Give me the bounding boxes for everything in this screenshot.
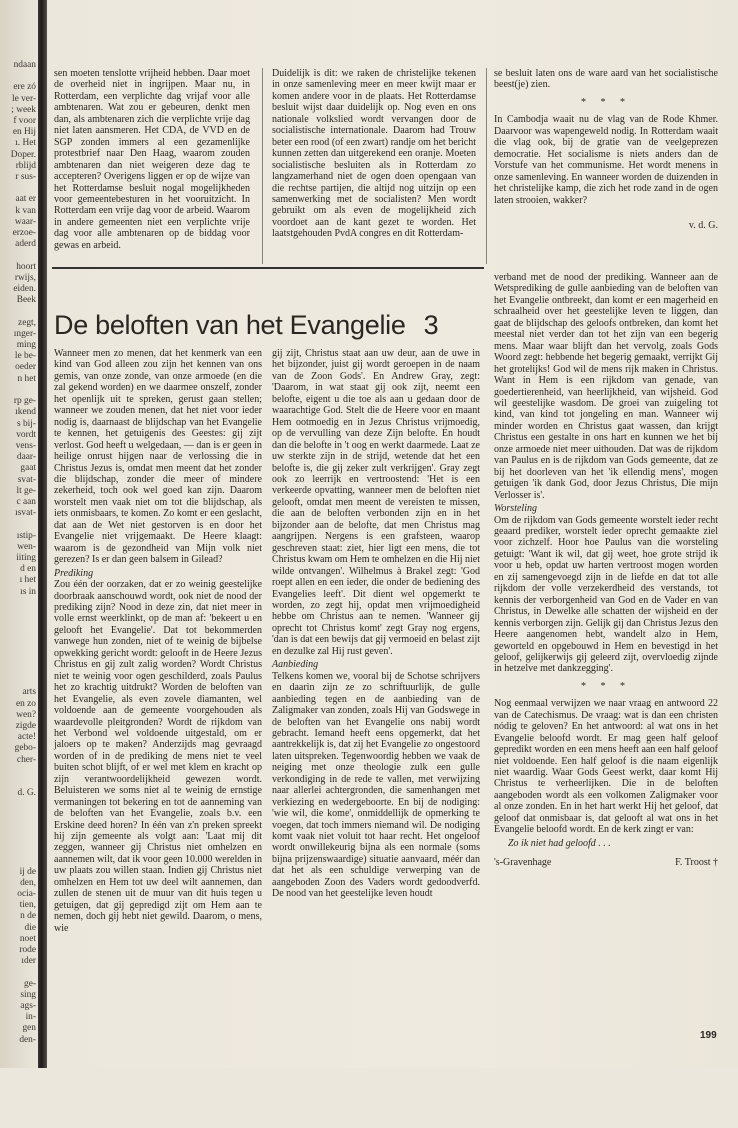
column-divider (486, 68, 487, 264)
strip-line: waar- (14, 216, 36, 227)
article-paragraph: Nog eenmaal verwijzen we naar vraag en antwoord 22 van de Catechismus. De vraag: wat is dan een christen nódig te geloven? En het antwoord: al wat ons in het Evangelie beloofd wordt. Er mag geen half geloof gepredikt worden en een mens heeft aan een half geloof niet voldoende. Een half geloof is die naam eigenlijk niet waardig. Waar Gods Geest werkt, daar komt Hij Christus te verheerlijken. Die in de beloften aangeboden wordt als een volkomen Zaligmaker voor al onze zonden. En in het hart werkt Hij het geloof, dat geloof dat onmisbaar is, dat gelooft al wat ons in het Evangelie beloofd wordt. En de kerk zingt er van: (494, 698, 718, 836)
strip-line: in- (25, 1012, 36, 1023)
strip-line: ndaan (13, 60, 36, 70)
strip-line (0, 676, 36, 687)
article-column-2 (272, 348, 480, 900)
strip-line: gen (22, 1023, 36, 1034)
strip-line: ags- (20, 1001, 36, 1012)
strip-line (0, 71, 36, 82)
top-column-2-text: Duidelijk is dit: we raken de christelijke tekenen in onze samenleving meer en meer kwijt maar er komen andere voor in de plaats. Het Rotterdamse besluit wijst daar duidelijk op. Nog even en ons nationale volkslied wordt vervangen door de socialistische internationale. Daarom had Trouw beter een rood (of een zwart) randje om het bericht kunnen zetten dan uitgerekend een oranje. Moeten socialistische besluiten als in Rotterdam zo langzamerhand niet de ogen doen opengaan van die rechtse partijen, die altijd nog uitzijn op een samenwerking met de socialisten? Men wordt gebruikt om als even de mogelijkheid zich voordoet aan de kant gezet te worden. Het laatstgehouden PvdA congres en dit Rotterdam- (272, 68, 476, 240)
strip-line: ming (16, 340, 36, 351)
top-column-1 (54, 68, 250, 251)
strip-line: hoort (16, 261, 36, 272)
strip-line (0, 766, 36, 777)
section-rule (52, 267, 484, 269)
strip-line: cher- (16, 754, 36, 765)
strip-line: tien, (19, 900, 36, 911)
article-title (54, 310, 484, 341)
strip-line: eiden. (13, 284, 36, 295)
strip-line: gaat (20, 463, 36, 474)
top-column-3 (494, 68, 718, 231)
section-stars: * * * (581, 680, 631, 692)
verse-quote: Zo ik niet had geloofd . . . (508, 837, 611, 849)
strip-line (0, 967, 36, 978)
strip-line: s bij- (16, 418, 36, 429)
strip-line (0, 822, 36, 833)
strip-line: erzoe- (12, 228, 36, 239)
article-signature (494, 857, 718, 868)
page-number: 199 (700, 1030, 717, 1041)
strip-line (0, 620, 36, 631)
strip-line: f voor (13, 116, 36, 127)
strip-line: den, (20, 877, 36, 888)
strip-line (0, 811, 36, 822)
strip-line (0, 250, 36, 261)
strip-line (0, 306, 36, 317)
strip-line (0, 799, 36, 810)
article-paragraph: verband met de nood der prediking. Wanneer aan de Wetsprediking de gulle aanbieding van de beloften van het Evangelie ontbreekt, dan komt er een magerheid en schraalheid over het geestelijke leven te liggen, dan gaat de blijdschap des geloofs ontbreken, dan komt het meestal niet verder dan tot het zijn van een begerig mens. Maar waar blijft dan het vervolg, zoals Gods Woord zegt: hebbende het begerig gemaakt, verrijkt Gij het grotelijks! God wil de mens rijk maken in Christus. Want in Hem is een rijkdom van genade, van goedertierenheid, van heerlijkheid, van wijsheid. God wil geestelijke wasdom. De groei van zuigeling tot kind, van kind tot jongeling en man. Wanneer wij minder worden en Christus gaat wassen, dan krijgt Christus een gestalte in ons hart en kunnen we het bij onze armoede niet meer uithouden. Dat was de rijkdom van Paulus en is de rijkdom van Gods gemeente, dat ze bij het doorleven van het 'ik ellendig mens', mogen getuigen 'ik dank God, door Jezus Christus, Die mijn Verlosser is'. (494, 272, 718, 501)
strip-line (0, 654, 36, 665)
strip-line: vens- (15, 440, 36, 451)
article-title-text: De beloften van het Evangelie (54, 310, 406, 340)
article-column-1 (54, 348, 262, 934)
strip-line: ; week (11, 104, 36, 115)
strip-line: zegt, (18, 317, 36, 328)
author-name: F. Troost † (675, 857, 718, 869)
top-column-2 (272, 68, 476, 240)
strip-line: rblijd (15, 160, 36, 171)
subheading-prediking: Prediking (54, 567, 94, 579)
strip-line (0, 598, 36, 609)
strip-line: gebo- (14, 743, 36, 754)
strip-line: daar- (16, 452, 36, 463)
strip-line: ıstip- (16, 530, 36, 541)
strip-line (0, 631, 36, 642)
article-part-number: 3 (423, 310, 439, 340)
column-divider (262, 68, 263, 264)
strip-line: le be- (14, 351, 36, 362)
strip-line (0, 183, 36, 194)
strip-line: oeder (15, 362, 36, 373)
strip-line: Beek (16, 295, 36, 306)
strip-line (0, 855, 36, 866)
strip-line: sing (20, 989, 36, 1000)
article-paragraph: Zou één der oorzaken, dat er zo weinig geestelijke doorbraak aanschouwd wordt, ook niet de nood der prediking zijn? Nood in deze zin, dat niet meer in volle ernst weerklinkt, op de man af: 'bekeert u en gelooft het Evangelie'. Dat tot bekommerden vanwege hun zonden, niet of te weinig de bijbelse opwekking gericht wordt: gelooft in de Heere Jezus Christus en gij zult zalig worden? Wordt Christus niet te weinig voor ogen geschilderd, zoals Paulus het zo krachtig uitdrukt? Worden de beloften van het Evangelie, als even zovele diamanten, wel voldoende aan de gemeente voorgehouden als waardevolle pleitgronden? Wordt de rijkdom van het Verbond wel voldoende uitgestald, om er jaloers op te maken? Anderzijds mag gevraagd worden of in de prediking de mens niet te veel buiten schot blijft, of er wel met klem en kracht op zijn verantwoordelijkheid gewezen wordt. Beluisteren we soms niet al te weinig de ernstige vermaningen tot bekering en tot de aanneming van de beloften van het Evangelie, zoals b.v. een Erskine deed horen? In één van z'n preken spreekt hij zijn gemeente als volgt aan: 'Laat mij dit zeggen, wanneer gij Christus niet omhelzen en aannemen wilt, dat ik voor geen 10.000 werelden in uw plaats zou willen staan. Indien gij Christus niet omhelzen en Hem tot uw deel wilt aannemen, dan zullen de stenen uit de muur van dit huis tegen u getuigen, dat gij gepredigd zijt om Hem aan te nemen, doch gij hebt niet gewild. Daarom, o mens, wie (54, 579, 262, 934)
strip-line: lt ge- (16, 485, 36, 496)
strip-line: k van (15, 205, 36, 216)
strip-line: ocia- (17, 889, 36, 900)
strip-line: aderd (15, 239, 36, 250)
strip-line: r sus- (15, 172, 36, 183)
strip-line: zigde (15, 720, 36, 731)
strip-line (0, 833, 36, 844)
subheading-worsteling: Worsteling (494, 503, 537, 515)
strip-line: vordt (16, 429, 36, 440)
strip-line: wen? (16, 709, 36, 720)
strip-line (0, 643, 36, 654)
strip-line (0, 519, 36, 530)
strip-line: arts (22, 687, 36, 698)
strip-line: rode (19, 945, 36, 956)
strip-line (0, 665, 36, 676)
strip-line: n de (20, 911, 36, 922)
strip-line: en zo (15, 698, 36, 709)
strip-line: ıkend (15, 407, 36, 418)
binding-gutter (38, 0, 47, 1068)
strip-line: ı. Het (15, 138, 36, 149)
article-paragraph: Telkens komen we, vooral bij de Schotse schrijvers en daarin zijn ze zo schriftuurlijk, de gulle aanbieding tegen en de aanbieding van de Zaligmaker van zonden, zoals Hij van Godswege in de beloften van het Evangelie ons nabij wordt gebracht. Iemand heeft eens opgemerkt, dat het aantrekkelijk is, dat zij het Evangelie zo ongestoord laten uitspreken. Tegenwoordig hebben we vaak de neiging met onze theologie zulk een gulle verkondiging in de rede te vallen, met verwijzing naar allerlei achtergronden, die samenhangen met verkiezing en wedergeboorte. En bij de nodiging: 'wie wil, die kome', onmiddellijk de opmerking te voegen, dat toch immers niemand wil. De nodiging komt vaak niet voluit tot haar recht. Het ongeloof wordt onwillekeurig bijna als een normale (soms bijna prijzenswaardige) situatie aanvaard, méér dan dat het als een schuldige verwerping van de aangeboden Zoon des Vaders wordt gedoodverfd. De nood van het geestelijke leven houdt (272, 670, 480, 900)
top-column-3-text-b: In Cambodja waait nu de vlag van de Rode Khmer. Daarvoor was wapengeweld nodig. In Rotterdam waait die vlag ook, bij de gratie van de veelgeprezen democratie. Het socialisme is niets anders dan de Vorstufe van het communisme. Het wordt menens in onze samenleving. En wanneer worden de duizenden in het christelijke kamp, die zich het rode zand in de ogen laten strooien, wakker? (494, 114, 718, 206)
strip-line: ij de (19, 866, 36, 877)
top-column-1-text: sen moeten tenslotte vrijheid hebben. Daar moet de overheid niet in ingrijpen. Maar nu, in Rotterdam, een verplichte dag vrijaf voor alle ambtenaren. Wat zou er gebeuren, denkt men dan, als ambtenaren zich die verplichte vrije dag niet laten aansmeren. Het CDA, de VVD en de SGP zonden immers al een gezamenlijke protestbrief naar Den Haag, waarom zouden ambtenaren dan niet weigeren deze dag te accepteren? Overigens liggen er op de wijze van het Rotterdamse besluit nogal mogelijkheden voor gemeentebesturen in het vooruitzicht. In Rotterdam een vrije dag voor de arbeid. Waarom in andere gemeenten niet een verplichte vrije dag voor alle ambtenaren op de biddag voor gewas en arbeid. (54, 68, 250, 251)
strip-line: ıs in (20, 586, 36, 597)
strip-line: d en (20, 564, 36, 575)
strip-line: ere zó (13, 82, 36, 93)
strip-line: rp ge- (13, 396, 36, 407)
article-paragraph: Wanneer men zo menen, dat het kenmerk van een kind van God alleen zou zijn het kennen van ons gemis, van onze zonde, van onze armoede (en die zal gekend worden) en we daarmee onszelf, zonder het openlijk uit te spreken, gerust gaan stellen; wanneer we zouden menen, dat het niet voor ieder nodig is, daarnaast de blijdschap van het Evangelie te kennen, het getuigenis des Geestes: gij zijt verlost. God heeft u welgedaan, — dan is er geen in heilige onrust hijgen naar de verlossing die in Christus Jezus is, omdat men meent dat het zonder die blijdschap, zonder die meer of mindere zekerheid, toch ook wel goed kan zijn. Daarom worstelt men vaak niet om tot die blijdschap, als iets onmisbaars, te komen. Zo komt er een geslacht, dat aan de Wet niet gestorven is en door het Evangelie niet vrijgemaakt. De Heere klaagt: waarom is de gezondheid van Mijn volk niet gerezen? Is er dan geen balsem in Gilead? (54, 348, 262, 566)
strip-line: d. G. (17, 788, 36, 799)
strip-line: iiting (16, 552, 36, 563)
strip-line: ısvat- (15, 508, 36, 519)
strip-line: ınger- (13, 328, 36, 339)
article-paragraph: gij zijt, Christus staat aan uw deur, aan de uwe in het bijzonder, juist gij wordt geroepen in de naam van de Zoon Gods'. En Andrew Gray, zegt: 'Daarom, in wat staat gij ook zijt, neemt een belofte, eigent u die toe als aan u gedaan door de waarachtige God. Stelt die de Heere voor en maant Hem ootmoedig en in Jezus Christus vrijmoedig, op de vervulling van deze Zijn belofte. En houdt dan die belofte in 't oog en werkt daarmede. Laat ze uw sterkte zijn in de strijd, wetende dat het een belofte is, die gij zeker zult verkrijgen'. Gray zegt ook zo leerrijk en vertroostend: 'Het is een verkeerde opvatting, wanneer men de beloften niet gelooft, omdat men meent de vereisten te missen, die aan de beloften verbonden zijn en in het bijzonder aan de belofte, dat men Christus mag aangrijpen. Nergens is een grafsteen, waarop geschreven staat: ziet, hier ligt een mens, die tot Christus kwam om Hem te omhelzen en die Hij niet wilde ontvangen'. Wilhelmus à Brakel zegt: 'God roept allen en een ieder, die onder de bediening des Evangelies leeft'. Dit dient wel opgemerkt te worden, zo zegt hij, opdat men vrijmoedigheid hebbe om Christus aan te nemen. 'Wanneer gij oprecht tot Christus komt' zegt Gray nog ergens, 'dan is dat een bewijs dat gij vermoeid en belast zijt en dezulke zal Hij rust geven'. (272, 348, 481, 657)
strip-line (0, 844, 36, 855)
strip-line: wen- (17, 541, 36, 552)
strip-line (0, 385, 36, 396)
strip-line: svat- (17, 474, 36, 485)
strip-line: ı het (19, 575, 36, 586)
strip-line: die (24, 922, 36, 933)
strip-line: Doper. (10, 149, 36, 160)
subheading-aanbieding: Aanbieding (272, 659, 319, 671)
strip-line (0, 777, 36, 788)
strip-line: c aan (16, 496, 36, 507)
strip-line: acte! (17, 732, 36, 743)
strip-line: en Hij (12, 127, 36, 138)
strip-line: ge- (24, 978, 36, 989)
place-name: 's-Gravenhage (494, 857, 552, 869)
strip-line: le ver- (11, 93, 36, 104)
strip-line: rwijs, (14, 272, 36, 283)
strip-line: n het (17, 373, 36, 384)
top-signature: v. d. G. (688, 219, 718, 231)
strip-line: ıder (21, 956, 36, 967)
strip-line: noet (19, 933, 36, 944)
top-column-3-text-a: se besluit laten ons de ware aard van het socialistische beest(je) zien. (494, 68, 718, 91)
article-column-3 (494, 272, 718, 869)
adjacent-page-strip (0, 0, 36, 1128)
strip-line: aat er (15, 194, 36, 205)
strip-line: den- (19, 1034, 36, 1045)
section-stars: * * * (581, 96, 631, 108)
strip-line (0, 609, 36, 620)
article-paragraph: Om de rijkdom van Gods gemeente worstelt ieder recht geaard prediker, worstelt ieder oprecht gemaakte ziel voor zichzelf. Hoor hoe Paulus van die worsteling getuigt: 'Want ik wil, dat gij weet, hoe grote strijd ik voor u heb, opdat uw harten vertroost mogen worden en zij samengevoegd zijn in de liefde en dat tot alle rijkdom der volle verzekerdheid des verstands, tot kennis der verborgenheid van God en de Vader en van Christus, in Dewelke alle schatten der wijsheid en der kennis verborgen zijn. Gelijk gij dan Christus Jezus den Heere aangenomen hebt, wandelt alzo in Hem, geworteld en opgebouwd in Hem en bevestigd in het geloof, gelijkerwijs gij geleerd zijt, overvloedig zijnde in hetzelve met dankzegging'. (494, 514, 718, 675)
